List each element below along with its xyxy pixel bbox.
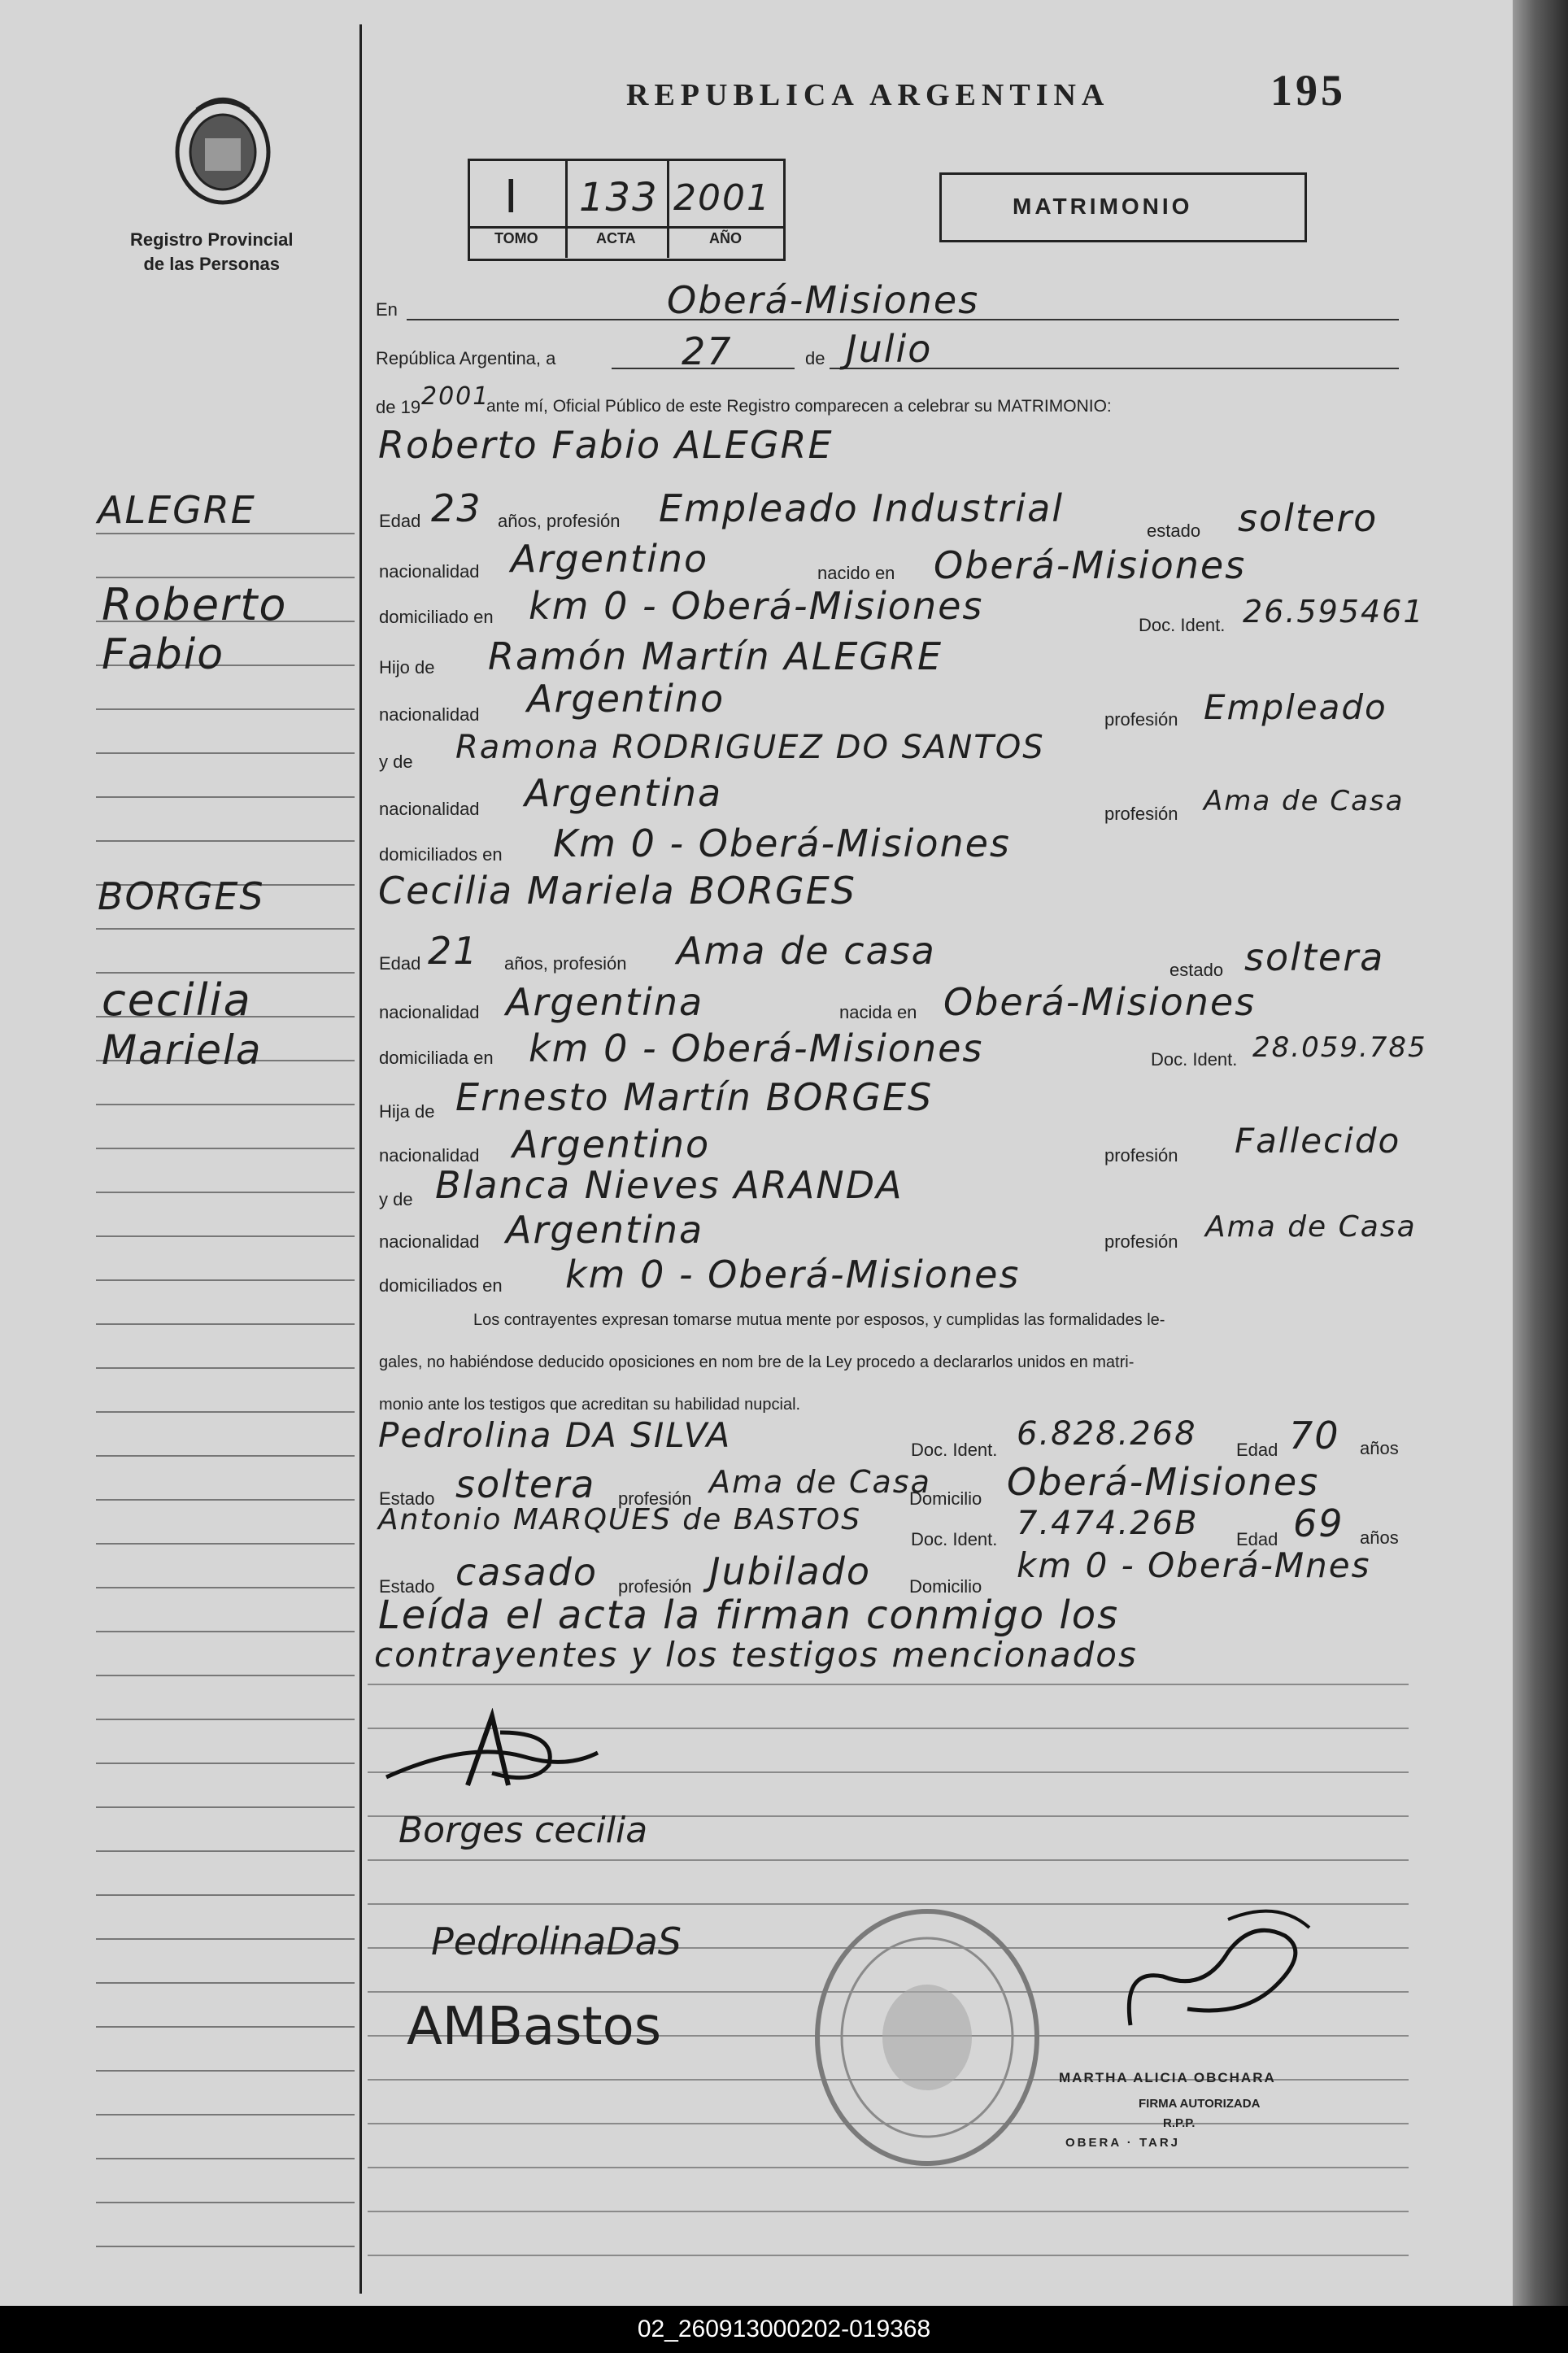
book-edge xyxy=(1513,0,1568,2306)
b-parents-dom: km 0 - Oberá-Misiones xyxy=(565,1253,1021,1296)
margin-rule xyxy=(96,1279,355,1281)
b-nacionalidad: Argentina xyxy=(506,980,704,1024)
g-fprof: Empleado xyxy=(1204,687,1387,727)
b-estado: soltera xyxy=(1244,935,1385,979)
g-hijo-label: Hijo de xyxy=(379,657,435,678)
w1-prof-label: profesión xyxy=(618,1488,692,1509)
w1-dom: Oberá-Misiones xyxy=(1007,1460,1320,1504)
b-anos-prof-label: años, profesión xyxy=(504,953,627,974)
footer-caption: 02_260913000202-019368 xyxy=(0,2306,1568,2353)
margin-rule xyxy=(96,2026,355,2028)
en-label: En xyxy=(376,299,398,320)
de-label: de xyxy=(805,348,825,368)
ano-label: AÑO xyxy=(709,230,742,246)
b-doms-label: domiciliados en xyxy=(379,1275,503,1296)
b-yde-label: y de xyxy=(379,1189,413,1209)
bride-signature: Borges cecilia xyxy=(399,1810,648,1851)
g-nacido-label: nacido en xyxy=(817,563,895,583)
b-domicilio: km 0 - Oberá-Misiones xyxy=(529,1026,984,1070)
margin-rule xyxy=(96,1367,355,1369)
margin-rule xyxy=(96,972,355,974)
margin-rule xyxy=(96,1982,355,1984)
country-title: REPUBLICA ARGENTINA xyxy=(626,78,1110,112)
body-line2: gales, no habiéndose deducido oposiciones en nom bre de la Ley procedo a declararlos unidos en matri- xyxy=(379,1353,1135,1371)
b-estado-label: estado xyxy=(1169,960,1224,980)
acta-label: ACTA xyxy=(596,230,636,246)
g-mprof: Ama de Casa xyxy=(1204,785,1405,817)
margin-rule xyxy=(96,1411,355,1413)
registry-seal-icon xyxy=(172,94,274,207)
margin-rule xyxy=(96,2202,355,2203)
g-edad-label: Edad xyxy=(379,511,421,531)
margin-rule xyxy=(96,1719,355,1720)
g-mother: Ramona RODRIGUEZ DO SANTOS xyxy=(455,729,1045,766)
w1-doc-label: Doc. Ident. xyxy=(911,1440,998,1460)
w1-dom-label: Domicilio xyxy=(909,1488,982,1509)
b-fprof: Fallecido xyxy=(1235,1121,1401,1161)
margin-rule xyxy=(96,2246,355,2247)
w2-prof-label: profesión xyxy=(618,1576,692,1597)
g-nacionalidad: Argentino xyxy=(511,537,709,581)
g-doc-label: Doc. Ident. xyxy=(1139,615,1226,635)
margin-rule xyxy=(96,840,355,842)
day: 27 xyxy=(682,329,733,373)
ano-value: 2001 xyxy=(673,177,771,219)
margin-rule xyxy=(96,1235,355,1237)
b-nacida-label: nacida en xyxy=(839,1002,917,1022)
w2-estado-label: Estado xyxy=(379,1576,435,1597)
margin-rule xyxy=(96,1894,355,1896)
g-estado-label: estado xyxy=(1147,521,1201,541)
margin-rule xyxy=(96,1499,355,1501)
tomo-label: TOMO xyxy=(494,230,538,246)
margin-rule xyxy=(96,1675,355,1676)
b-father: Ernesto Martín BORGES xyxy=(455,1075,934,1119)
body-rule xyxy=(368,2211,1409,2212)
g-estado: soltero xyxy=(1238,496,1379,540)
b-mother: Blanca Nieves ARANDA xyxy=(435,1163,904,1207)
margin-rule xyxy=(96,752,355,754)
official-sub: R.P.P. xyxy=(1163,2116,1196,2130)
g-yde-label: y de xyxy=(379,752,413,772)
w1-anos-label: años xyxy=(1360,1438,1399,1458)
margin-rule xyxy=(96,2070,355,2072)
b-profesion: Ama de casa xyxy=(677,929,936,973)
margin-rule xyxy=(96,1323,355,1325)
b-doc-label: Doc. Ident. xyxy=(1151,1049,1238,1070)
margin-rule xyxy=(96,796,355,798)
closing-line1: Leída el acta la firman conmigo los xyxy=(378,1593,1120,1638)
margin-line xyxy=(359,24,362,2294)
margin-rule xyxy=(96,1938,355,1940)
registry-name: Registro Provincial de las Personas xyxy=(130,229,294,274)
margin-rule xyxy=(96,1192,355,1193)
groom-given1-margin: Roberto xyxy=(102,579,288,630)
page-number: 195 xyxy=(1270,66,1346,115)
g-nacido: Oberá-Misiones xyxy=(934,543,1247,587)
w2-dom-label: Domicilio xyxy=(909,1576,982,1597)
bride-given2-margin: Mariela xyxy=(102,1026,263,1074)
w2-prof: Jubilado xyxy=(709,1549,872,1593)
record-type: MATRIMONIO xyxy=(1013,194,1193,219)
groom-given2-margin: Fabio xyxy=(102,630,225,679)
bride-given1-margin: cecilia xyxy=(102,974,252,1026)
official-signature xyxy=(1114,1903,1326,2050)
margin-rule xyxy=(96,1455,355,1457)
b-nac-label: nacionalidad xyxy=(379,1002,480,1022)
official-role: FIRMA AUTORIZADA xyxy=(1139,2097,1261,2111)
margin-rule xyxy=(96,2158,355,2159)
year: 2001 xyxy=(421,382,490,411)
w2-anos-label: años xyxy=(1360,1527,1399,1548)
w2-name: Antonio MARQUES de BASTOS xyxy=(378,1503,862,1536)
margin-rule xyxy=(96,1850,355,1852)
g-mnac-label: nacionalidad xyxy=(379,799,480,819)
w2-signature: AMBastos xyxy=(407,1997,662,2057)
g-nac-label: nacionalidad xyxy=(379,561,480,582)
w1-estado-label: Estado xyxy=(379,1488,435,1509)
b-fprof-label: profesión xyxy=(1104,1145,1178,1166)
margin-rule xyxy=(96,1763,355,1764)
g-edad: 23 xyxy=(431,486,482,530)
margin-rule xyxy=(96,2114,355,2116)
body-rule xyxy=(368,1859,1409,1861)
month: Julio xyxy=(846,327,933,371)
b-mnac-label: nacionalidad xyxy=(379,1231,480,1252)
groom-signature xyxy=(370,1708,614,1797)
margin-rule xyxy=(96,1148,355,1149)
b-mprof-label: profesión xyxy=(1104,1231,1178,1252)
official-name: MARTHA ALICIA OBCHARA xyxy=(1059,2070,1276,2085)
w1-name: Pedrolina DA SILVA xyxy=(378,1415,732,1455)
margin-rule xyxy=(96,577,355,578)
b-fnac: Argentino xyxy=(512,1122,711,1166)
g-mnac: Argentina xyxy=(525,771,723,815)
w2-dom: km 0 - Oberá-Mnes xyxy=(1017,1545,1371,1585)
year-prefix: de 19 xyxy=(376,397,421,417)
groom-full: Roberto Fabio ALEGRE xyxy=(378,423,834,467)
margin-rule xyxy=(96,1543,355,1545)
g-parents-dom: Km 0 - Oberá-Misiones xyxy=(553,821,1011,865)
w2-doc-label: Doc. Ident. xyxy=(911,1529,998,1549)
margin-rule xyxy=(96,533,355,534)
republica-label: República Argentina, a xyxy=(376,348,556,368)
body-line1: Los contrayentes expresan tomarse mutua mente por esposos, y cumplidas las formalidades le- xyxy=(473,1311,1165,1329)
place: Oberá-Misiones xyxy=(667,278,980,322)
g-doms-label: domiciliados en xyxy=(379,844,503,865)
body-rule xyxy=(368,2255,1409,2256)
ante-text: ante mí, Oficial Público de este Registro comparecen a celebrar su MATRIMONIO: xyxy=(486,397,1112,416)
margin-rule xyxy=(96,1631,355,1632)
b-fnac-label: nacionalidad xyxy=(379,1145,480,1166)
w1-signature: PedrolinaDaS xyxy=(431,1919,682,1963)
bride-full: Cecilia Mariela BORGES xyxy=(378,869,856,913)
margin-rule xyxy=(96,928,355,930)
groom-surname-margin: ALEGRE xyxy=(98,488,256,532)
body-rule xyxy=(368,1684,1409,1685)
w2-edad-label: Edad xyxy=(1236,1529,1278,1549)
b-nacida: Oberá-Misiones xyxy=(943,980,1257,1024)
g-anos-prof-label: años, profesión xyxy=(498,511,621,531)
bride-surname-margin: BORGES xyxy=(98,874,265,918)
w1-edad-label: Edad xyxy=(1236,1440,1278,1460)
g-fprof-label: profesión xyxy=(1104,709,1178,730)
margin-rule xyxy=(96,708,355,710)
g-profesion: Empleado Industrial xyxy=(659,486,1065,530)
w1-doc: 6.828.268 xyxy=(1017,1415,1197,1453)
g-dom-label: domiciliado en xyxy=(379,607,494,627)
acta-value: 133 xyxy=(579,175,659,220)
b-hija-label: Hija de xyxy=(379,1101,435,1122)
tomo-value: I xyxy=(504,171,520,224)
official-place: OBERA · TARJ xyxy=(1065,2136,1180,2150)
g-fnac: Argentino xyxy=(527,677,725,721)
closing-line2: contrayentes y los testigos mencionados xyxy=(374,1635,1138,1675)
margin-rule xyxy=(96,1587,355,1588)
g-fnac-label: nacionalidad xyxy=(379,704,480,725)
margin-rule xyxy=(96,1104,355,1105)
b-doc: 28.059.785 xyxy=(1252,1031,1427,1064)
g-doc: 26.595461 xyxy=(1243,594,1425,630)
w2-doc: 7.474.26B xyxy=(1017,1505,1199,1542)
w1-prof: Ama de Casa xyxy=(709,1464,931,1500)
b-dom-label: domiciliada en xyxy=(379,1048,494,1068)
w2-edad: 69 xyxy=(1293,1501,1344,1545)
b-mprof: Ama de Casa xyxy=(1205,1210,1417,1244)
margin-rule xyxy=(96,1806,355,1808)
g-father: Ramón Martín ALEGRE xyxy=(488,634,943,678)
body-line3: monio ante los testigos que acreditan su habilidad nupcial. xyxy=(379,1396,801,1414)
b-edad: 21 xyxy=(428,929,479,973)
w1-edad: 70 xyxy=(1289,1414,1340,1458)
g-domicilio: km 0 - Oberá-Misiones xyxy=(529,584,984,628)
official-seal-stamp xyxy=(809,1903,1045,2172)
b-mnac: Argentina xyxy=(506,1208,704,1252)
w1-estado: soltera xyxy=(455,1462,596,1506)
g-mprof-label: profesión xyxy=(1104,804,1178,824)
w2-estado: casado xyxy=(455,1550,598,1594)
b-edad-label: Edad xyxy=(379,953,421,974)
